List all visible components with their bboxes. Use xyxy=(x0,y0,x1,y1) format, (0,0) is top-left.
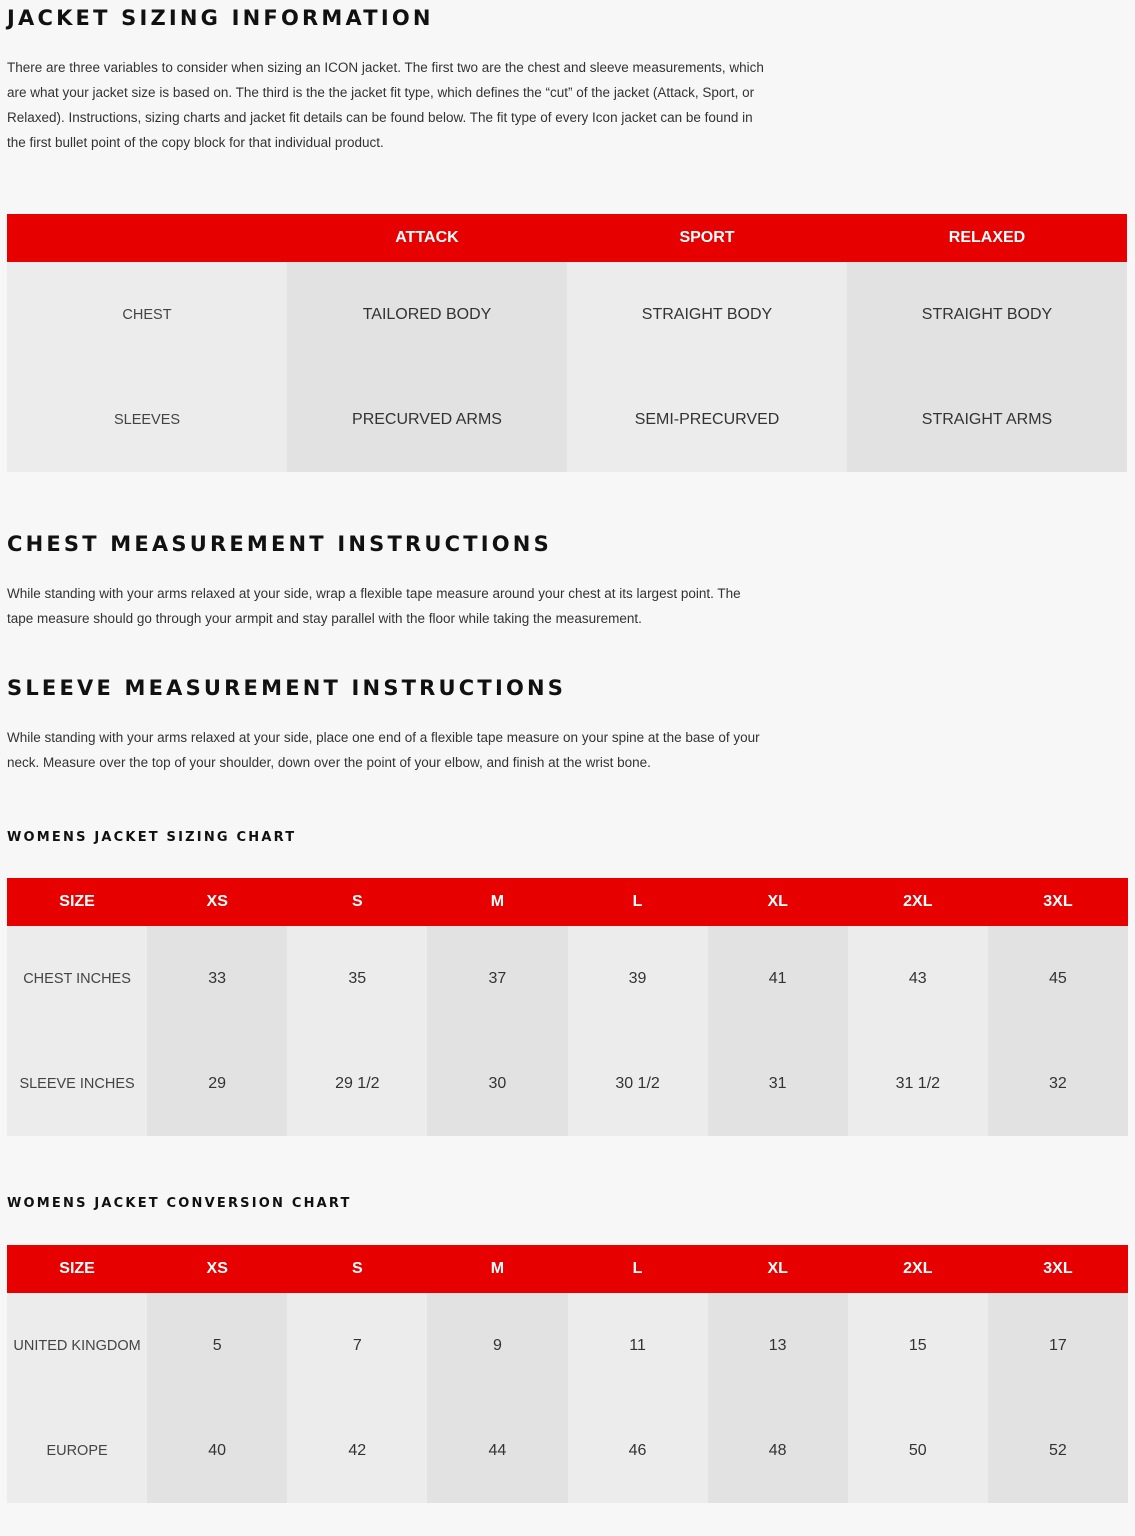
table-cell: TAILORED BODY xyxy=(287,262,567,367)
table-cell: 52 xyxy=(988,1398,1128,1503)
size-header: 2XL xyxy=(848,1245,988,1293)
fit-header-attack: ATTACK xyxy=(287,214,567,262)
table-cell: 45 xyxy=(988,926,1128,1031)
size-header: XS xyxy=(147,878,287,926)
table-cell: 31 1/2 xyxy=(848,1031,988,1136)
fit-table-header-row xyxy=(7,214,1127,262)
chest-instructions-paragraph xyxy=(7,581,741,631)
sleeve-line: neck. Measure over the top of your shoulder, down over the point of your elbow, and finish at the wrist bone. xyxy=(7,755,651,770)
row-label: EUROPE xyxy=(7,1398,147,1503)
size-header: 2XL xyxy=(848,878,988,926)
chest-line: tape measure should go through your armpit and stay parallel with the floor while taking the measurement. xyxy=(7,611,642,626)
table-cell: 37 xyxy=(427,926,567,1031)
table-cell: 17 xyxy=(988,1293,1128,1398)
fit-type-table xyxy=(7,214,1127,472)
size-header: S xyxy=(287,1245,427,1293)
table-cell: 31 xyxy=(708,1031,848,1136)
table-cell: 41 xyxy=(708,926,848,1031)
table-cell: SEMI-PRECURVED xyxy=(567,367,847,472)
conversion-header-row xyxy=(7,1245,1128,1293)
intro-line: Relaxed). Instructions, sizing charts and jacket fit details can be found below. The fit type of every Icon jacket can be found in xyxy=(7,110,753,125)
table-cell: 43 xyxy=(848,926,988,1031)
table-row xyxy=(7,262,1127,367)
fit-header-empty xyxy=(7,214,287,262)
sizing-chart-title: WOMENS JACKET SIZING CHART xyxy=(7,830,297,845)
table-cell: 44 xyxy=(427,1398,567,1503)
intro-line: the first bullet point of the copy block for that individual product. xyxy=(7,135,384,150)
table-cell: 48 xyxy=(708,1398,848,1503)
page-title: JACKET SIZING INFORMATION xyxy=(7,6,434,30)
table-cell: 30 xyxy=(427,1031,567,1136)
sleeve-line: While standing with your arms relaxed at your side, place one end of a flexible tape measure on your spine at the base of your xyxy=(7,730,760,745)
table-row xyxy=(7,367,1127,472)
table-cell: 9 xyxy=(427,1293,567,1398)
row-label: UNITED KINGDOM xyxy=(7,1293,147,1398)
table-cell: STRAIGHT ARMS xyxy=(847,367,1127,472)
row-label: SLEEVES xyxy=(7,367,287,472)
size-header: L xyxy=(568,1245,708,1293)
size-header: SIZE xyxy=(7,878,147,926)
row-label: CHEST xyxy=(7,262,287,367)
table-cell: PRECURVED ARMS xyxy=(287,367,567,472)
size-header: XL xyxy=(708,1245,848,1293)
intro-line: There are three variables to consider when sizing an ICON jacket. The first two are the chest and sleeve measurements, which xyxy=(7,60,764,75)
table-cell: 46 xyxy=(568,1398,708,1503)
size-header: XL xyxy=(708,878,848,926)
size-header: S xyxy=(287,878,427,926)
table-cell: 29 1/2 xyxy=(287,1031,427,1136)
table-cell: 40 xyxy=(147,1398,287,1503)
table-cell: 11 xyxy=(568,1293,708,1398)
row-label: SLEEVE INCHES xyxy=(7,1031,147,1136)
table-cell: 33 xyxy=(147,926,287,1031)
table-cell: 39 xyxy=(568,926,708,1031)
size-header: SIZE xyxy=(7,1245,147,1293)
size-header: M xyxy=(427,1245,567,1293)
fit-header-relaxed: RELAXED xyxy=(847,214,1127,262)
table-row xyxy=(7,1398,1128,1503)
intro-line: are what your jacket size is based on. The third is the the jacket fit type, which defines the “cut” of the jacket (Attack, Sport, or xyxy=(7,85,755,100)
table-row xyxy=(7,1031,1128,1136)
table-cell: 13 xyxy=(708,1293,848,1398)
table-cell: 35 xyxy=(287,926,427,1031)
table-row xyxy=(7,1293,1128,1398)
fit-header-sport: SPORT xyxy=(567,214,847,262)
size-header: 3XL xyxy=(988,878,1128,926)
conversion-chart-title: WOMENS JACKET CONVERSION CHART xyxy=(7,1196,352,1211)
table-row xyxy=(7,926,1128,1031)
intro-paragraph xyxy=(7,55,764,155)
table-cell: 42 xyxy=(287,1398,427,1503)
size-header: M xyxy=(427,878,567,926)
sleeve-instructions-paragraph xyxy=(7,725,760,775)
size-header: L xyxy=(568,878,708,926)
size-header: XS xyxy=(147,1245,287,1293)
table-cell: STRAIGHT BODY xyxy=(847,262,1127,367)
table-cell: 15 xyxy=(848,1293,988,1398)
table-cell: 30 1/2 xyxy=(568,1031,708,1136)
chest-line: While standing with your arms relaxed at your side, wrap a flexible tape measure around your chest at its largest point. The xyxy=(7,586,741,601)
table-cell: 5 xyxy=(147,1293,287,1398)
sizing-header-row xyxy=(7,878,1128,926)
table-cell: STRAIGHT BODY xyxy=(567,262,847,367)
sleeve-instructions-title: SLEEVE MEASUREMENT INSTRUCTIONS xyxy=(7,676,567,700)
row-label: CHEST INCHES xyxy=(7,926,147,1031)
table-cell: 32 xyxy=(988,1031,1128,1136)
conversion-chart-table xyxy=(7,1245,1128,1503)
sizing-chart-table xyxy=(7,878,1128,1136)
table-cell: 29 xyxy=(147,1031,287,1136)
table-cell: 50 xyxy=(848,1398,988,1503)
size-header: 3XL xyxy=(988,1245,1128,1293)
chest-instructions-title: CHEST MEASUREMENT INSTRUCTIONS xyxy=(7,532,552,556)
table-cell: 7 xyxy=(287,1293,427,1398)
